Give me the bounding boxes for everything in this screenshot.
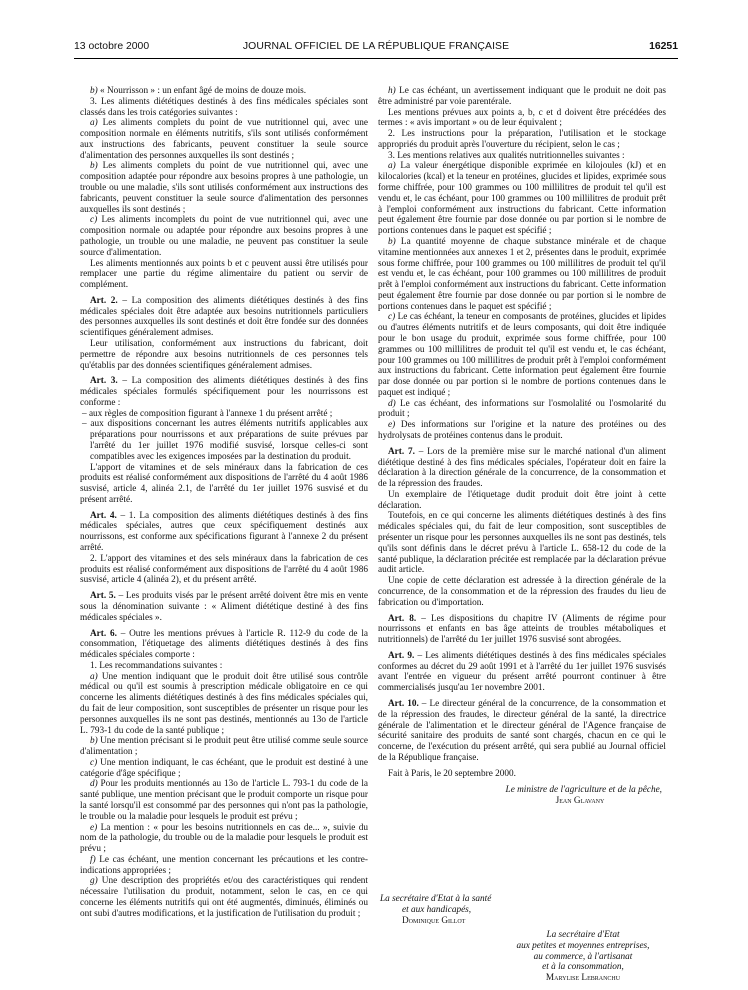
signatory-name: Marylise Lebranchu — [545, 973, 621, 984]
signature-sante — [380, 894, 520, 926]
signatory-title: et aux handicapés, — [402, 904, 472, 915]
page-header — [74, 39, 678, 55]
paragraph: 1. Les recommandations suivantes : — [90, 660, 223, 671]
paragraph: c) Une mention indiquant, le cas échéant, que le produit est destiné à une catégorie d'âge spécifique ; — [80, 757, 368, 779]
paragraph: Les mentions prévues aux points a, b, c et d doivent être précédées des termes : « avis important » ou de leur équivalent ; — [378, 107, 666, 129]
article-7: Art. 7. – Lors de la première mise sur le marché national d'un aliment diététique destiné à des fins médicales spéciales, l'opérateur doit en faire la déclaration à la direction générale de la concurrence, de la consommation et de la répression des fraudes. — [378, 446, 666, 490]
right-column — [378, 86, 666, 807]
paragraph: h) Le cas échéant, un avertissement indiquant que le produit ne doit pas être administré par voie parentérale. — [378, 86, 666, 107]
paragraph: Les aliments mentionnés aux points b et c peuvent aussi être utilisés pour remplacer une partie du régime alimentaire du patient ou servir de complément. — [80, 258, 368, 291]
paragraph: a) Une mention indiquant que le produit doit être utilisé sous contrôle médical ou qu'il est soumis à prescription médicale obligatoire en ce qui concerne les aliments diététiques destinés à des fins médicales spéciales qui, du fait de leur composition, sont susceptibles de présenter un risque pour les personnes auxquelles ils ne sont pas destinés, mentionnés au 13o de l'article L. 793-1 du code de la santé publique ; — [80, 671, 368, 736]
signatory-title: Le ministre de l'agriculture et de la pêche, — [505, 785, 662, 796]
header-date: 13 octobre 2000 — [74, 41, 150, 52]
signatory-title: au commerce, à l'artisanat — [533, 951, 633, 962]
paragraph: L'apport de vitamines et de sels minéraux dans la fabrication de ces produits est réalisé conformément aux dispositions de l'arrêté du 4 août 1986 susvisé, article 4, alinéa 2.1, de l'arrêté du 1er juillet 1976 susvisé et du présent arrêté. — [80, 462, 368, 505]
signatory-title: La secrétaire d'Etat — [546, 930, 620, 940]
paragraph: d) Le cas échéant, des informations sur l'osmolalité ou l'osmolarité du produit ; — [378, 398, 666, 420]
signature-pme — [498, 930, 668, 984]
paragraph: 2. Les instructions pour la préparation, l'utilisation et le stockage appropriés du produit après l'ouverture du récipient, selon le cas ; — [378, 129, 666, 150]
signatory-title: La secrétaire d'Etat à la santé — [380, 894, 492, 904]
signatory-title: et à la consommation, — [542, 962, 624, 973]
paragraph: e) La mention : « pour les besoins nutritionnels en cas de... », suivie du nom de la pathologie, du trouble ou de la maladie pour lesquels le produit est prévu ; — [80, 822, 368, 855]
paragraph: c) Le cas échéant, la teneur en composants de protéines, glucides et lipides ou d'autres éléments nutritifs et de leurs composants, qui doit être indiquée pour le bon usage du produit, exprimée sous forme chiffrée, pour 100 grammes ou 100 millilitres de produit tel qu'il est vendu et, le cas échéant, pour 100 grammes ou 100 millilitres de produit prêt à l'emploi conformément aux instructions du fabricant. Cette information peut également être fournie par dose donnée ou par portion si le nombre de portions contenues dans le paquet est indiqué ; — [378, 312, 666, 398]
header-rule — [74, 58, 678, 59]
article-10: Art. 10. – Le directeur général de la concurrence, de la consommation et de la répression des fraudes, le directeur général de la santé, la directrice générale de l'alimentation et le directeur général de l'Agence française de sécurité sanitaire des produits de santé sont chargés, chacun en ce qui le concerne, de l'exécution du présent arrêté, qui sera publié au Journal officiel de la République française. — [378, 698, 667, 763]
list-item: – aux règles de composition figurant à l'annexe 1 du présent arrêté ; — [82, 408, 333, 419]
paragraph: e) Des informations sur l'origine et la nature des protéines ou des hydrolysats de protéines contenus dans le produit. — [378, 420, 666, 441]
paragraph: Leur utilisation, conformément aux instructions du fabricant, doit permettre de répondre aux besoins nutritionnels de ces personnes tels qu'établis par des données scientifiques généralement admises. — [80, 338, 368, 371]
paragraph: g) Une description des propriétés et/ou des caractéristiques qui rendent nécessaire l'utilisation du produit, notamment, selon le cas, en ce qui concerne les éléments nutritifs qui ont été augmentés, diminués, éliminés ou ont subi d'autres modifications, et la justification de l'utilisation du produit ; — [80, 876, 368, 919]
article-9: Art. 9. – Les aliments diététiques destinés à des fins médicales spéciales conformes au décret du 29 août 1991 et à l'arrêté du 1er juillet 1976 susvisés avant l'entrée en vigueur du présent arrêté pourront continuer à être commercialisés jusqu'au 1er novembre 2001. — [378, 650, 667, 694]
paragraph: d) Pour les produits mentionnés au 13o de l'article L. 793-1 du code de la santé publique, une mention précisant que le produit comporte un risque pour la santé lorsqu'il est consommé par des personnes qui n'ont pas la pathologie, le trouble ou la maladie pour lesquels le produit est prévu ; — [80, 779, 368, 822]
article-3: Art. 3. – La composition des aliments diététiques destinés à des fins médicales spéciales formulés spécifiquement pour les nourrissons est conforme : — [80, 376, 368, 408]
signature-agriculture — [378, 785, 666, 807]
signatory-name: Dominique Gillot — [402, 915, 466, 926]
paragraph: Une copie de cette déclaration est adressée à la direction générale de la concurrence, de la consommation et de la répression des fraudes du lieu de fabrication ou d'importation. — [378, 576, 666, 608]
signatory-title: aux petites et moyennes entreprises, — [516, 940, 650, 951]
signature-place-date: Fait à Paris, le 20 septembre 2000. — [388, 768, 516, 779]
list-item: – aux dispositions concernant les autres éléments nutritifs applicables aux préparations pour nourrissons et aux préparations de suite prévues par l'arrêté du 1er juillet 1976 modifié susvisé, lorsque celles-ci sont compatibles avec les exigences imposées par la destination du produit. — [82, 419, 368, 462]
paragraph: b) « Nourrisson » : un enfant âgé de moins de douze mois. — [90, 86, 307, 96]
article-4: Art. 4. – 1. La composition des aliments diététiques destinés à des fins médicales spéciales, autres que ceux spécifiquement destinés aux nourrissons, est conforme aux spécifications figurant à l'annexe 2 du présent arrêté. — [80, 510, 368, 554]
article-8: Art. 8. – Les dispositions du chapitre IV (Aliments de régime pour nourrissons et enfants en bas âge atteints de troubles métaboliques et nutritionnels) de l'arrêté du 1er juillet 1976 susvisé sont abrogées. — [378, 613, 666, 646]
article-5: Art. 5. – Les produits visés par le présent arrêté doivent être mis en vente sous la dénomination suivante : « Aliment diététique destiné à des fins médicales spéciales ». — [80, 591, 368, 623]
paragraph: b) La quantité moyenne de chaque substance minérale et de chaque vitamine mentionnées aux annexes 1 et 2, présentes dans le produit, exprimée sous forme chiffrée, pour 100 grammes ou 100 millilitres de produit tel qu'il est vendu et, le cas échéant, pour 100 grammes ou 100 millilitres de produit prêt à l'emploi conformément aux instructions du fabricant. Cette information peut également être fournie par dose donnée ou par portion si le nombre de portions contenues dans le paquet est spécifié ; — [378, 236, 666, 312]
paragraph: a) La valeur énergétique disponible exprimée en kilojoules (kJ) et en kilocalories (kcal) et la teneur en protéines, glucides et lipides, exprimée sous forme chiffrée, pour 100 grammes ou 100 millilitres de produit tel qu'il est vendu et, le cas échéant, pour 100 grammes ou 100 millilitres de produit prêt à l'emploi conformément aux instructions du fabricant. Cette information peut également être fournie par dose donnée ou par portion si le nombre de portions contenues dans le paquet est spécifié ; — [378, 161, 666, 237]
paragraph: b) Les aliments complets du point de vue nutritionnel qui, avec une composition adaptée pour répondre aux besoins propres à une pathologie, un trouble ou une maladie, s'ils sont utilisés conformément aux instructions des fabricants, peuvent constituer la seule source d'alimentation des personnes auxquelles ils sont destinés ; — [80, 161, 368, 215]
paragraph: 3. Les mentions relatives aux qualités nutritionnelles suivantes : — [388, 150, 625, 161]
paragraph: 2. L'apport des vitamines et des sels minéraux dans la fabrication de ces produits est réalisé conformément aux dispositions de l'arrêté du 4 août 1986 susvisé, article 4 (alinéa 2), et du présent arrêté. — [80, 553, 368, 586]
header-title: JOURNAL OFFICIEL DE LA RÉPUBLIQUE FRANÇAISE — [242, 41, 510, 52]
left-column — [80, 86, 368, 920]
paragraph: a) Les aliments complets du point de vue nutritionnel qui, avec une composition normale en éléments nutritifs, s'ils sont utilisés conformément aux instructions des fabricants, peuvent constituer la seule source d'alimentation des personnes auxquelles ils sont destinés ; — [80, 118, 368, 161]
paragraph: Toutefois, en ce qui concerne les aliments diététiques destinés à des fins médicales spéciales qui, du fait de leur composition, sont susceptibles de présenter un risque pour les personnes auxquelles ils ne sont pas destinés, tels qu'ils sont définis dans le décret prévu à l'article L. 658-12 du code de la santé publique, la déclaration précitée est remplacée par la déclaration prévue audit article. — [378, 511, 666, 576]
paragraph: f) Le cas échéant, une mention concernant les précautions et les contre-indications appropriées ; — [80, 854, 368, 876]
paragraph: Un exemplaire de l'étiquetage dudit produit doit être joint à cette déclaration. — [378, 489, 666, 511]
paragraph: 3. Les aliments diététiques destinés à des fins médicales spéciales sont classés dans les trois catégories suivantes : — [80, 96, 368, 118]
paragraph: b) Une mention précisant si le produit peut être utilisé comme seule source d'alimentation ; — [80, 736, 368, 758]
header-page-number: 16251 — [649, 41, 678, 52]
paragraph: c) Les aliments incomplets du point de vue nutritionnel qui, avec une composition normale ou adaptée pour répondre aux besoins propres à une pathologie, un trouble ou une maladie, ne peuvent pas constituer la seule source d'alimentation. — [80, 215, 368, 258]
article-2: Art. 2. – La composition des aliments diététiques destinés à des fins médicales spéciales doit être adaptée aux besoins nutritionnels particuliers des personnes auxquelles ils sont destinés et doit être fondée sur des données scientifiques généralement admises. — [80, 295, 368, 339]
signatory-name: Jean Glavany — [555, 796, 605, 807]
article-6: Art. 6. – Outre les mentions prévues à l'article R. 112-9 du code de la consommation, l'étiquetage des aliments diététiques destinés à des fins médicales spéciales comporte : — [80, 628, 368, 661]
